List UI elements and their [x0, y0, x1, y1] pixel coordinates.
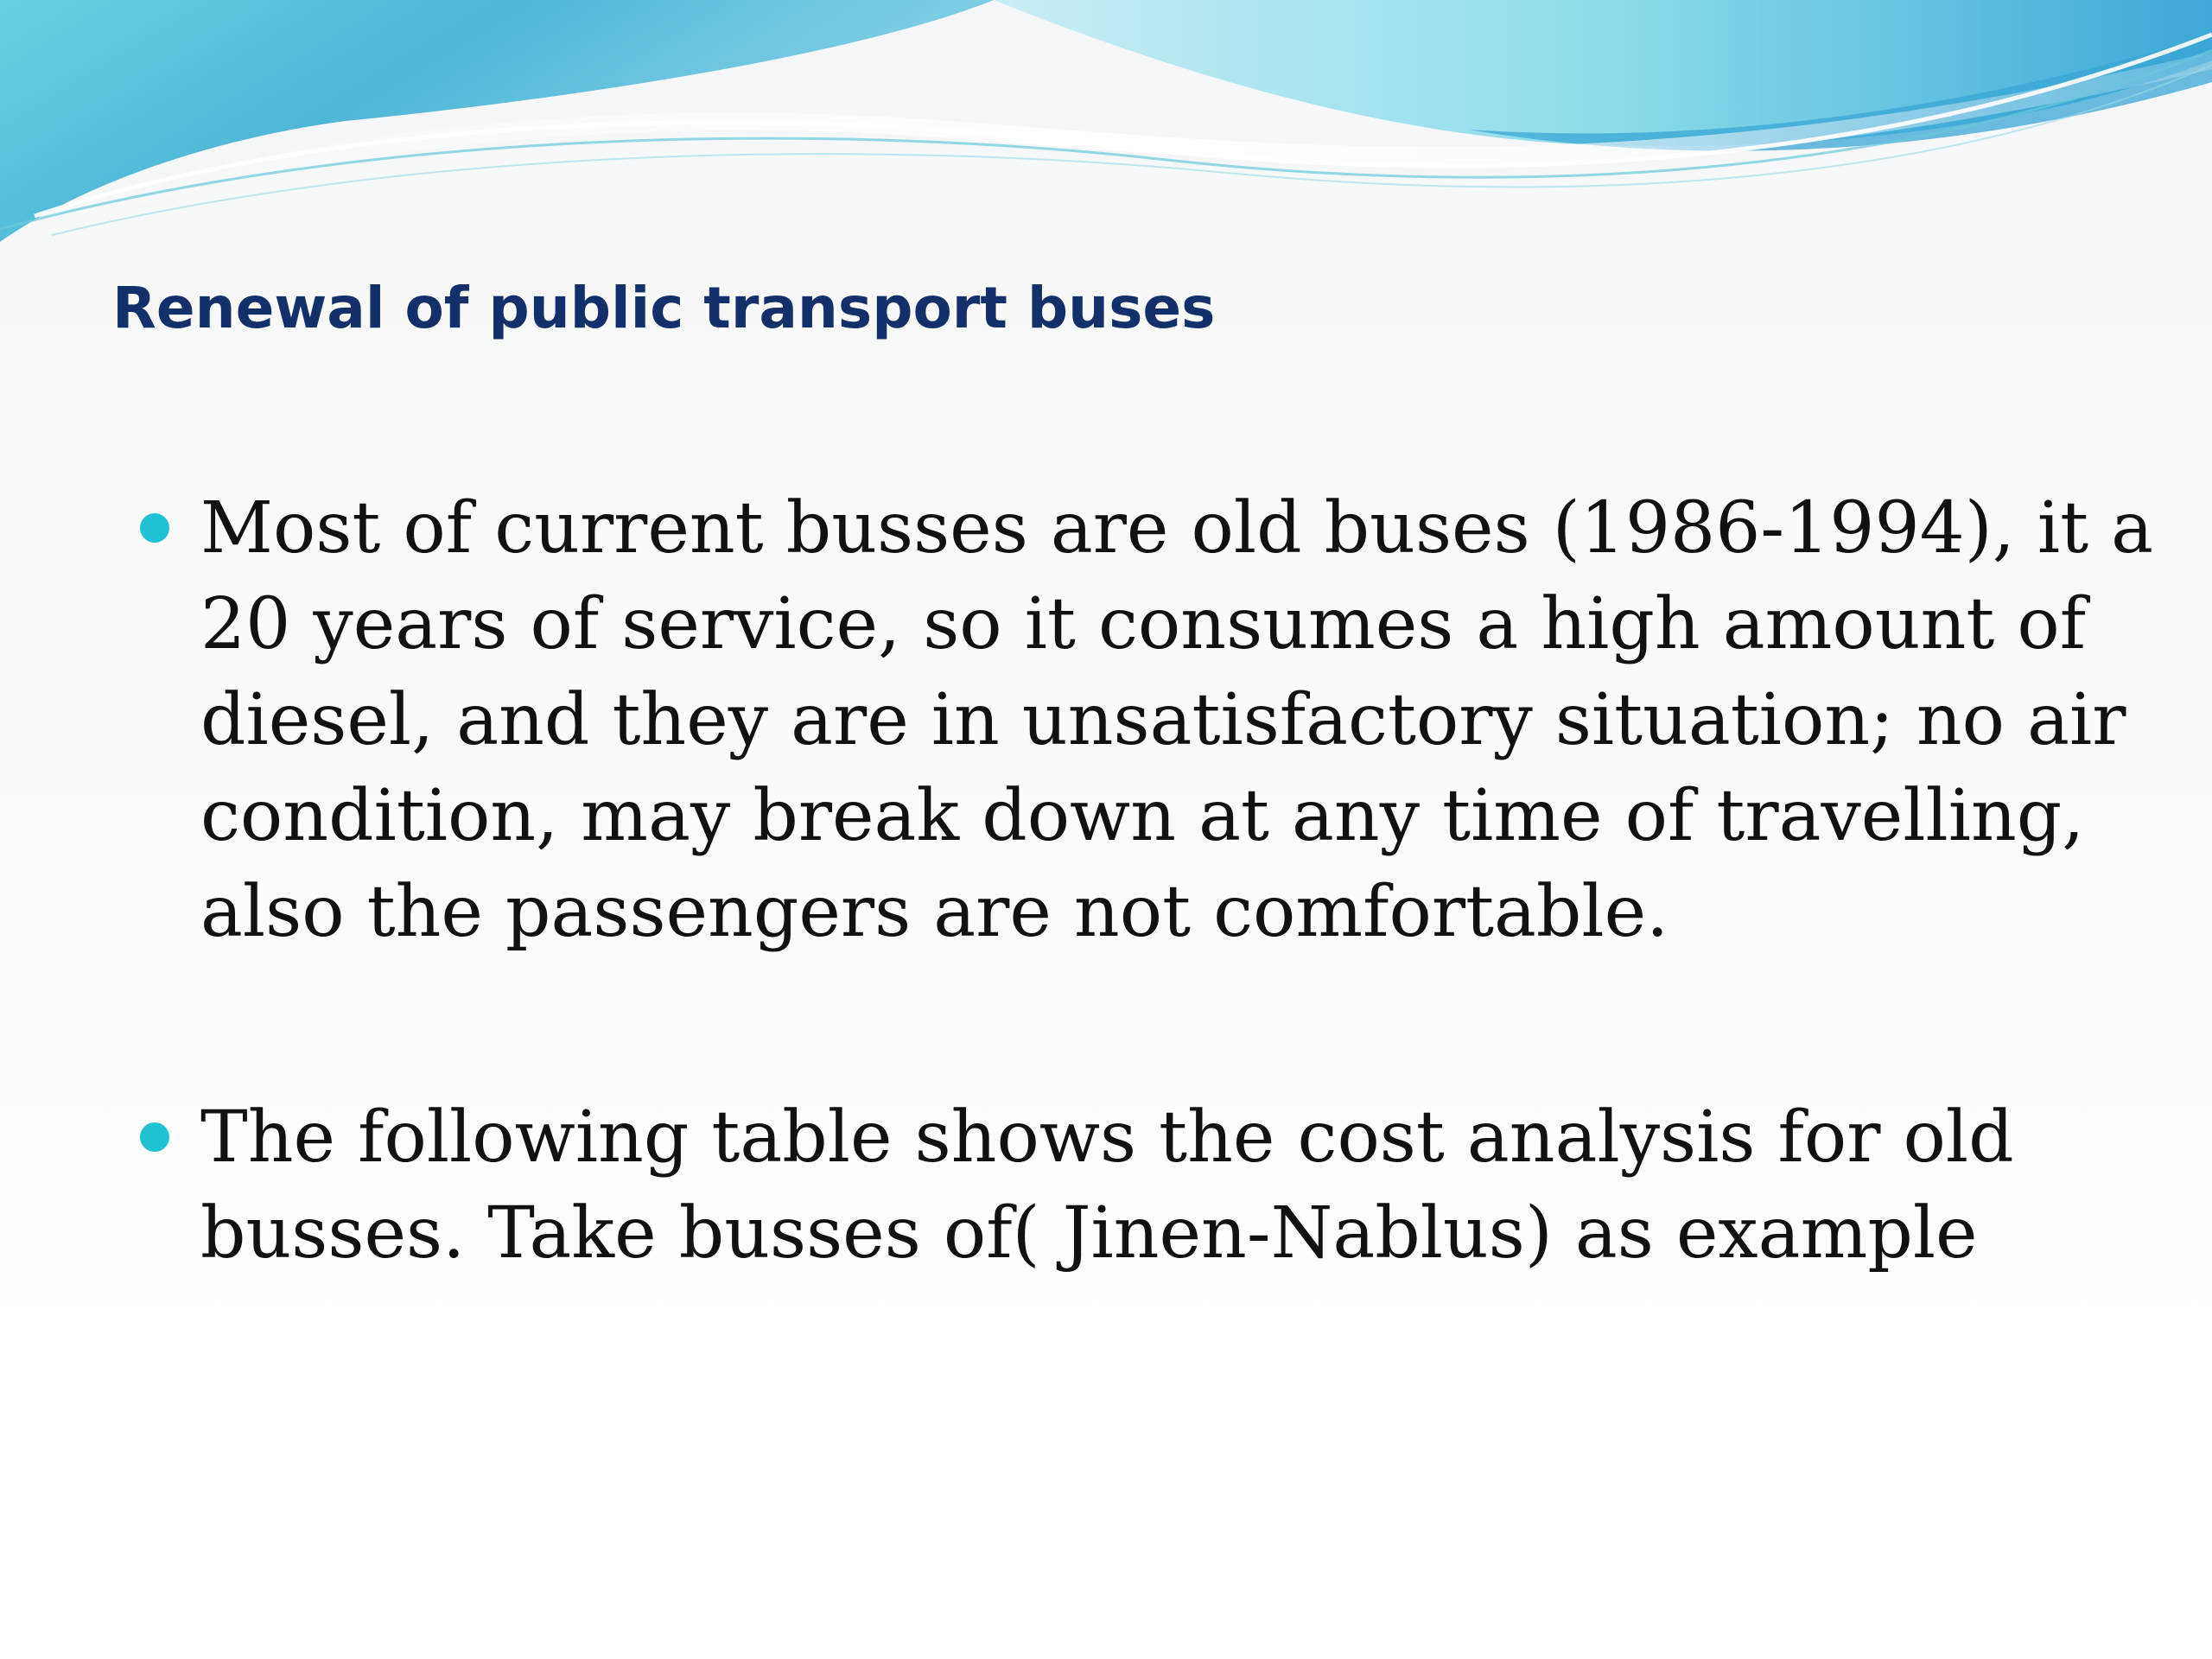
- bullet-text-line: Most of current busses are old buses (1986-1994), it a: [200, 487, 2154, 569]
- bullet-text-line: diesel, and they are in unsatisfactory situation; no air: [200, 679, 2126, 761]
- bullet-item: [138, 480, 2154, 960]
- bullet-text-line: also the passengers are not comfortable.: [200, 871, 1669, 953]
- bullet-dot-icon: [140, 513, 169, 543]
- slide-title: Renewal of public transport buses: [112, 275, 1216, 341]
- bullet-text-line: 20 years of service, so it consumes a high amount of: [200, 583, 2087, 665]
- bullet-text-line: condition, may break down at any time of travelling,: [200, 775, 2085, 857]
- bullet-text-line: The following table shows the cost analysis for old: [200, 1096, 2014, 1179]
- bullet-item: [138, 1090, 2091, 1281]
- bullet-dot-icon: [140, 1122, 169, 1152]
- wave-header-decoration: [0, 0, 2212, 259]
- bullet-text-line: busses. Take busses of( Jinen-Nablus) as example: [200, 1192, 1978, 1274]
- bullet-list: [138, 480, 2154, 1281]
